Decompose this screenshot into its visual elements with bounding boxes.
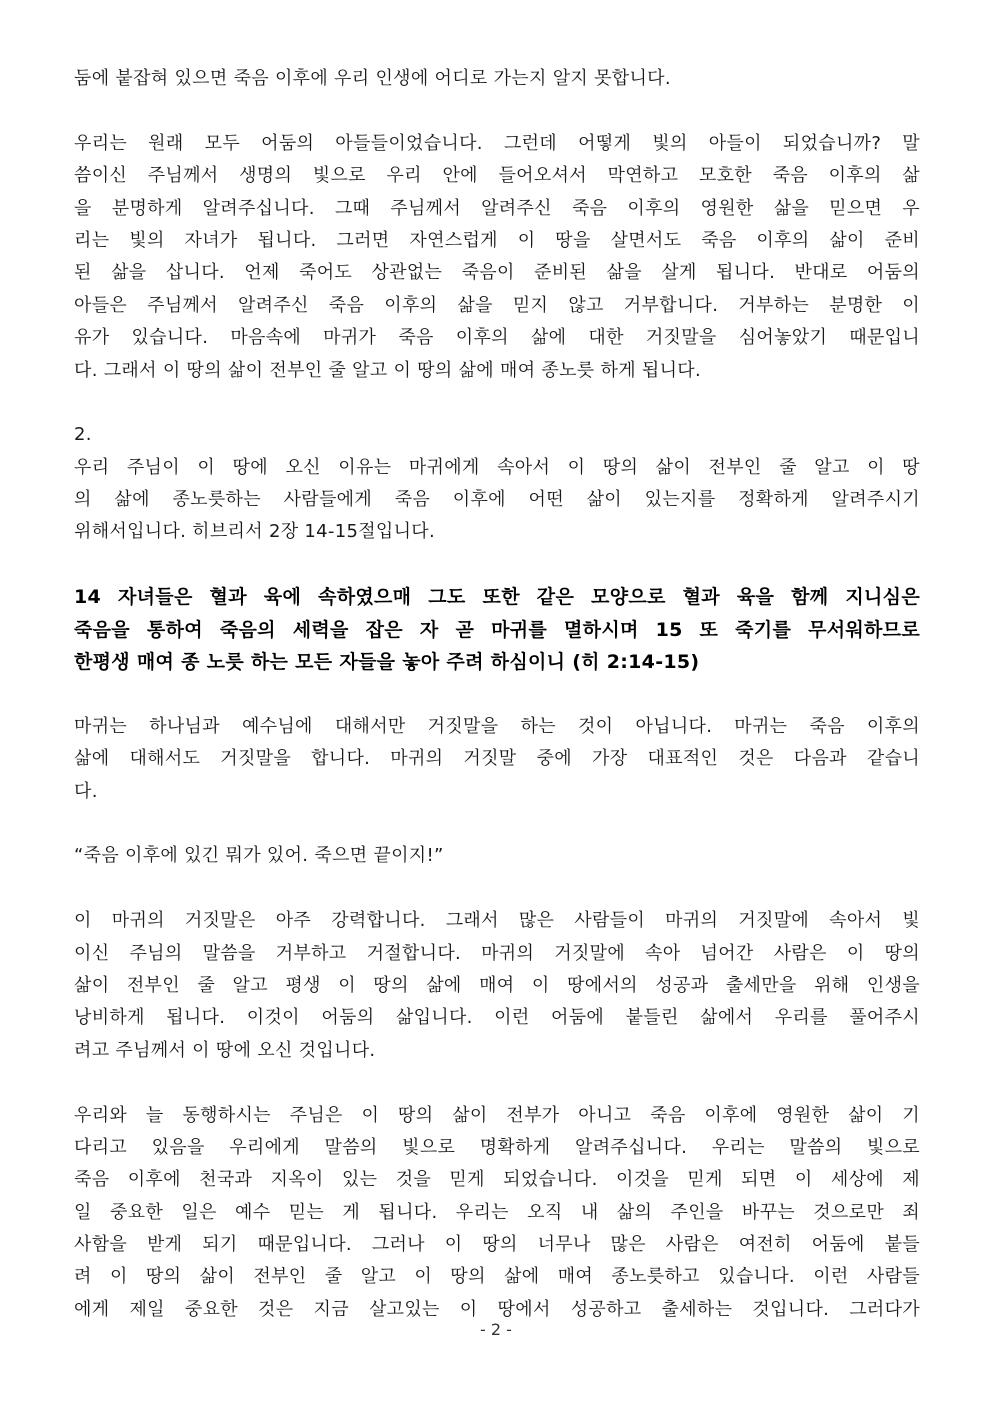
paragraph-gap bbox=[74, 95, 920, 127]
text-line: 둠에 붙잡혀 있으면 죽음 이후에 우리 인생에 어디로 가는지 알지 못합니다. bbox=[74, 68, 671, 89]
paragraph-gap bbox=[74, 1067, 920, 1099]
paragraph-gap bbox=[74, 549, 920, 581]
text-line: 죽음 이후에 천국과 지옥이 있는 것을 믿게 되었습니다. 이것을 믿게 되면 이 세상에 제 bbox=[74, 1169, 920, 1191]
paragraph-gap bbox=[74, 387, 920, 419]
text-line: 14 자녀들은 혈과 육에 속하였으매 그도 또한 같은 모양으로 혈과 육을 함께 지니심은 bbox=[74, 586, 920, 609]
paragraph-gap bbox=[74, 873, 920, 905]
paragraph bbox=[74, 711, 920, 808]
paragraph bbox=[74, 128, 920, 387]
text-line: 우리는 원래 모두 어둠의 아들들이었습니다. 그런데 어떻게 빛의 아들이 되었습니까? 말 bbox=[74, 132, 920, 154]
text-line: 을 분명하게 알려주십니다. 그때 주님께서 알려주신 죽음 이후의 영원한 삶을 믿으면 우 bbox=[74, 197, 920, 219]
text-line: 삶이 전부인 줄 알고 평생 이 땅의 삶에 매여 이 땅에서의 성공과 출세만을 위해 인생을 bbox=[74, 974, 920, 996]
text-line: 위해서입니다. 히브리서 2장 14-15절입니다. bbox=[74, 521, 435, 543]
text-line: 사함을 받게 되기 때문입니다. 그러나 이 땅의 너무나 많은 사람은 여전히 어둠에 붙들 bbox=[74, 1234, 920, 1256]
text-line: 삶에 대해서도 거짓말을 합니다. 마귀의 거짓말 중에 가장 대표적인 것은 다음과 같습니 bbox=[74, 748, 920, 770]
text-line: 한평생 매여 종 노릇 하는 모든 자들을 놓아 주려 하심이니 (히 2:14-15) bbox=[74, 651, 700, 674]
text-line: 려 이 땅의 삶이 전부인 줄 알고 이 땅의 삶에 매여 종노릇하고 있습니다. 이런 사람들 bbox=[74, 1266, 920, 1288]
text-line: 에게 제일 중요한 것은 지금 살고있는 이 땅에서 성공하고 출세하는 것입니다. 그러다가 bbox=[74, 1298, 920, 1320]
text-line: 리는 빛의 자녀가 됩니다. 그러면 자연스럽게 이 땅을 살면서도 죽음 이후의 삶이 준비 bbox=[74, 229, 920, 251]
section-number: 2. bbox=[74, 424, 92, 446]
quotation bbox=[74, 840, 920, 872]
text-line: 다리고 있음을 우리에게 말씀의 빛으로 명확하게 알려주십니다. 우리는 말씀의 빛으로 bbox=[74, 1136, 920, 1158]
text-line: 의 삶에 종노릇하는 사람들에게 죽음 이후에 어떤 삶이 있는지를 정확하게 알려주시기 bbox=[74, 489, 920, 511]
scripture-quote bbox=[74, 581, 920, 678]
text-line: 이 마귀의 거짓말은 아주 강력합니다. 그래서 많은 사람들이 마귀의 거짓말에 속아서 빛 bbox=[74, 910, 920, 932]
text-line: 아들은 주님께서 알려주신 죽음 이후의 삶을 믿지 않고 거부합니다. 거부하는 분명한 이 bbox=[74, 294, 920, 316]
paragraph bbox=[74, 1100, 920, 1327]
text-line: 낭비하게 됩니다. 이것이 어둠의 삶입니다. 이런 어둠에 붙들린 삶에서 우리를 풀어주시 bbox=[74, 1007, 920, 1029]
text-line: 마귀는 하나님과 예수님에 대해서만 거짓말을 하는 것이 아닙니다. 마귀는 죽음 이후의 bbox=[74, 715, 920, 737]
text-line: 우리와 늘 동행하시는 주님은 이 땅의 삶이 전부가 아니고 죽음 이후에 영원한 삶이 기 bbox=[74, 1104, 920, 1126]
paragraph-gap bbox=[74, 678, 920, 710]
page-number: - 2 - bbox=[480, 1320, 512, 1339]
text-line: “죽음 이후에 있긴 뭐가 있어. 죽으면 끝이지!” bbox=[74, 845, 444, 867]
text-line: 다. bbox=[74, 780, 98, 802]
text-line: 일 중요한 일은 예수 믿는 게 됩니다. 우리는 오직 내 삶의 주인을 바꾸는 것으로만 죄 bbox=[74, 1201, 920, 1223]
paragraph bbox=[74, 419, 920, 549]
paragraph bbox=[74, 63, 920, 95]
text-line: 다. 그래서 이 땅의 삶이 전부인 줄 알고 이 땅의 삶에 매여 종노릇 하게 됩니다. bbox=[74, 359, 701, 381]
paragraph-gap bbox=[74, 808, 920, 840]
text-line: 된 삶을 삽니다. 언제 죽어도 상관없는 죽음이 준비된 삶을 살게 됩니다. 반대로 어둠의 bbox=[74, 262, 920, 284]
text-line: 우리 주님이 이 땅에 오신 이유는 마귀에게 속아서 이 땅의 삶이 전부인 줄 알고 이 땅 bbox=[74, 456, 920, 478]
text-line: 이신 주님의 말씀을 거부하고 거절합니다. 마귀의 거짓말에 속아 넘어간 사람은 이 땅의 bbox=[74, 942, 920, 964]
text-line: 죽음을 통하여 죽음의 세력을 잡은 자 곧 마귀를 멸하시며 15 또 죽기를 무서워하므로 bbox=[74, 618, 920, 641]
document-body bbox=[74, 63, 920, 1326]
text-line: 유가 있습니다. 마음속에 마귀가 죽음 이후의 삶에 대한 거짓말을 심어놓았기 때문입니 bbox=[74, 327, 920, 349]
text-line: 씀이신 주님께서 생명의 빛으로 우리 안에 들어오셔서 막연하고 모호한 죽음 이후의 삶 bbox=[74, 165, 920, 187]
text-line: 려고 주님께서 이 땅에 오신 것입니다. bbox=[74, 1039, 376, 1061]
paragraph bbox=[74, 905, 920, 1067]
